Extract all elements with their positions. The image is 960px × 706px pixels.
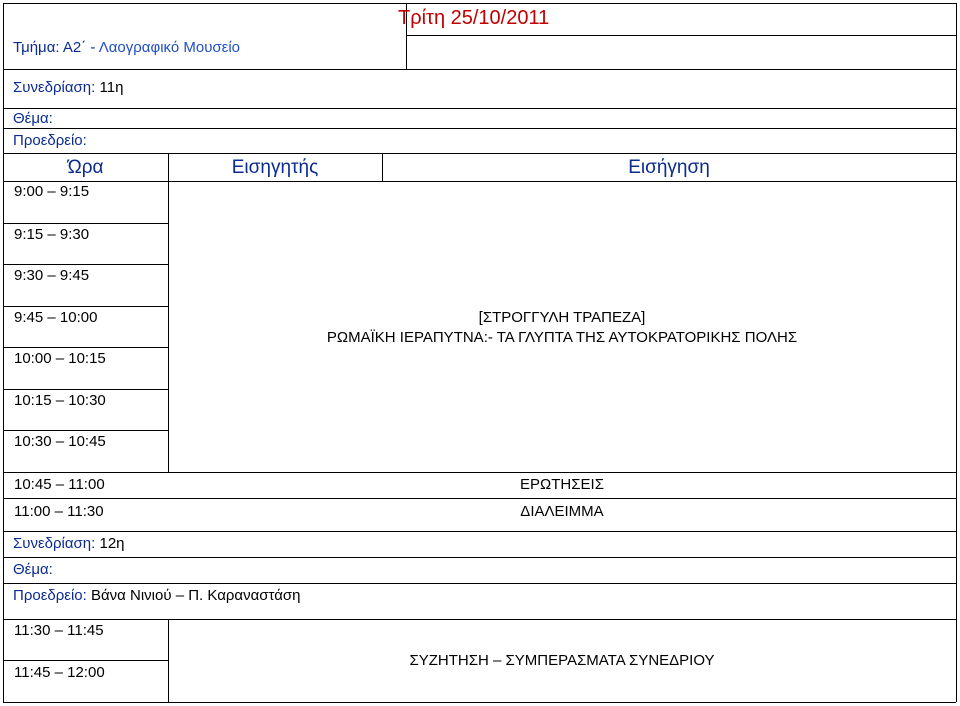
time-slot: 10:15 – 10:30 (14, 392, 106, 409)
time-slot: 10:30 – 10:45 (14, 433, 106, 450)
time-slot: 9:00 – 9:15 (14, 183, 90, 200)
date: Τρίτη 25/10/2011 (398, 7, 550, 29)
questions: ΕΡΩΤΗΣΕΙΣ (520, 476, 604, 493)
break: ΔΙΑΛΕΙΜΜΑ (520, 503, 604, 520)
time-slot: 10:00 – 10:15 (14, 350, 106, 367)
roundtable-label: [ΣΤΡΟΓΓΥΛΗ ΤΡΑΠΕΖΑ] (478, 309, 646, 326)
time-slot: 9:30 – 9:45 (14, 267, 90, 284)
session2-chair-label: Προεδρείο: (13, 587, 87, 604)
session1-value: 11η (99, 79, 124, 96)
time-slot: 9:45 – 10:00 (14, 309, 98, 326)
section-label: Τμήμα: Α2΄ - (13, 39, 96, 56)
roundtable-title: ΡΩΜΑΪΚΗ ΙΕΡΑΠΥΤΝΑ:- ΤΑ ΓΛΥΠΤΑ ΤΗΣ ΑΥΤΟΚΡΑΤΟΡΙΚΗΣ ΠΟΛΗΣ (326, 329, 798, 346)
session2-chair (13, 587, 301, 605)
closing-discussion: ΣΥΖΗΤΗΣΗ – ΣΥΜΠΕΡΑΣΜΑΤΑ ΣΥΝΕΔΡΙΟΥ (409, 652, 715, 669)
session1-topic-label: Θέμα: (13, 110, 53, 127)
session2-chair-value: Βάνα Νινιού – Π. Καραναστάση (90, 587, 301, 604)
session2-topic-label: Θέμα: (13, 561, 53, 578)
session2 (13, 535, 125, 553)
session2-value: 12η (99, 535, 125, 552)
session1 (13, 79, 123, 97)
session1-chair-label: Προεδρείο: (13, 132, 87, 149)
time-slot: 10:45 – 11:00 (14, 476, 105, 493)
header-time: Ώρα (67, 157, 104, 178)
session1-label: Συνεδρίαση: (13, 79, 96, 96)
header-speaker: Εισηγητής (231, 157, 319, 178)
time-slot: 11:30 – 11:45 (14, 622, 104, 639)
section-value: Λαογραφικό Μουσείο (98, 39, 241, 56)
time-slot: 9:15 – 9:30 (14, 226, 90, 243)
header-talk: Εισήγηση (628, 157, 710, 178)
time-slot: 11:00 – 11:30 (14, 503, 104, 520)
section-info (13, 39, 240, 57)
time-slot: 11:45 – 12:00 (14, 664, 105, 681)
session2-label: Συνεδρίαση: (13, 535, 96, 552)
